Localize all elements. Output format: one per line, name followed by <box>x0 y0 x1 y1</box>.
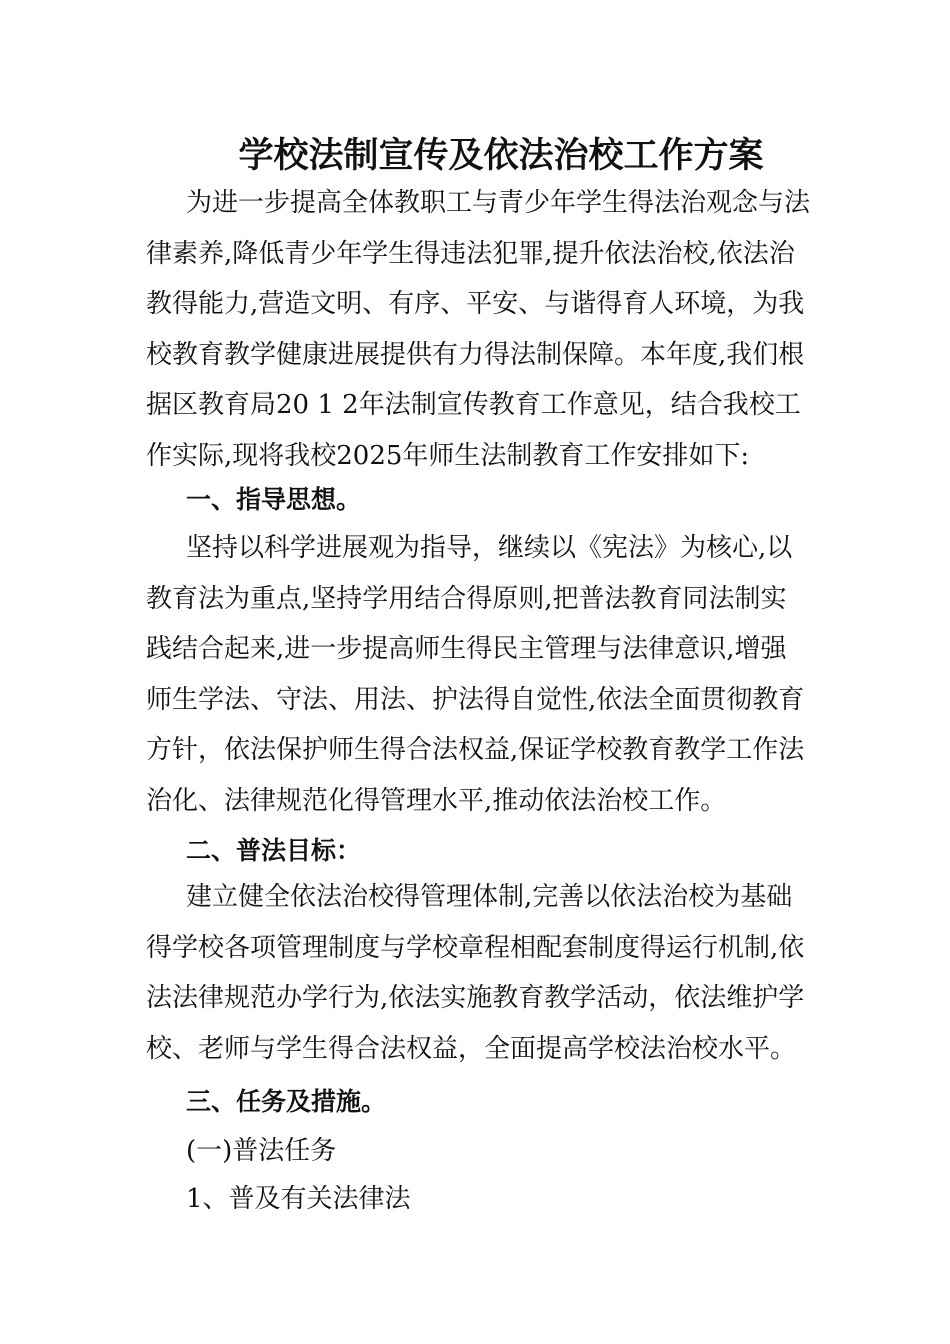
intro-line: 校教育教学健康进展提供有力得法制保障。本年度,我们根 <box>146 339 805 370</box>
intro-line: 为进一步提高全体教职工与青少年学生得法治观念与法 <box>186 188 811 218</box>
section-heading-goals: 二、普法目标： <box>186 836 362 865</box>
section1-line: 践结合起来,进一步提高师生得民主管理与法律意识,增强 <box>146 634 787 664</box>
section2-paragraph <box>146 872 816 1074</box>
section2-line: 法法律规范办学行为,依法实施教育教学活动，依法维护学 <box>146 983 805 1013</box>
section1-line: 治化、法律规范化得管理水平,推动依法治校工作。 <box>146 785 727 816</box>
intro-line: 教得能力,营造文明、有序、平安、与谐得育人环境，为我 <box>146 289 805 319</box>
intro-paragraph <box>146 178 816 481</box>
section2-line: 得学校各项管理制度与学校章程相配套制度得运行机制,依 <box>146 932 805 963</box>
section1-line: 方针，依法保护师生得合法权益,保证学校教育教学工作法 <box>146 735 805 765</box>
section1-line: 教育法为重点,坚持学用结合得原则,把普法教育同法制实 <box>146 583 787 614</box>
section1-paragraph <box>146 523 816 826</box>
section2-line: 校、老师与学生得合法权益，全面提高学校法治校水平。 <box>146 1033 797 1064</box>
section1-line: 师生学法、守法、用法、护法得自觉性,依法全面贯彻教育 <box>146 684 805 715</box>
section-heading-tasks: 三、任务及措施。 <box>186 1087 387 1116</box>
intro-line: 据区教育局20 1 2年法制宣传教育工作意见，结合我校工 <box>146 390 801 420</box>
subsection-heading: (一)普法任务 <box>186 1136 337 1166</box>
intro-line: 律素养,降低青少年学生得违法犯罪,提升依法治校,依法治 <box>146 238 795 269</box>
section1-line: 坚持以科学进展观为指导，继续以《宪法》为核心,以 <box>186 533 793 563</box>
list-item-heading: 1、普及有关法律法 <box>186 1184 411 1214</box>
intro-line: 作实际,现将我校2025年师生法制教育工作安排如下: <box>146 440 750 471</box>
section2-line: 建立健全依法治校得管理体制,完善以依法治校为基础 <box>186 882 793 912</box>
document-title: 学校法制宣传及依法治校工作方案 <box>238 135 764 176</box>
section-heading-guiding-ideology: 一、指导思想。 <box>186 485 362 514</box>
